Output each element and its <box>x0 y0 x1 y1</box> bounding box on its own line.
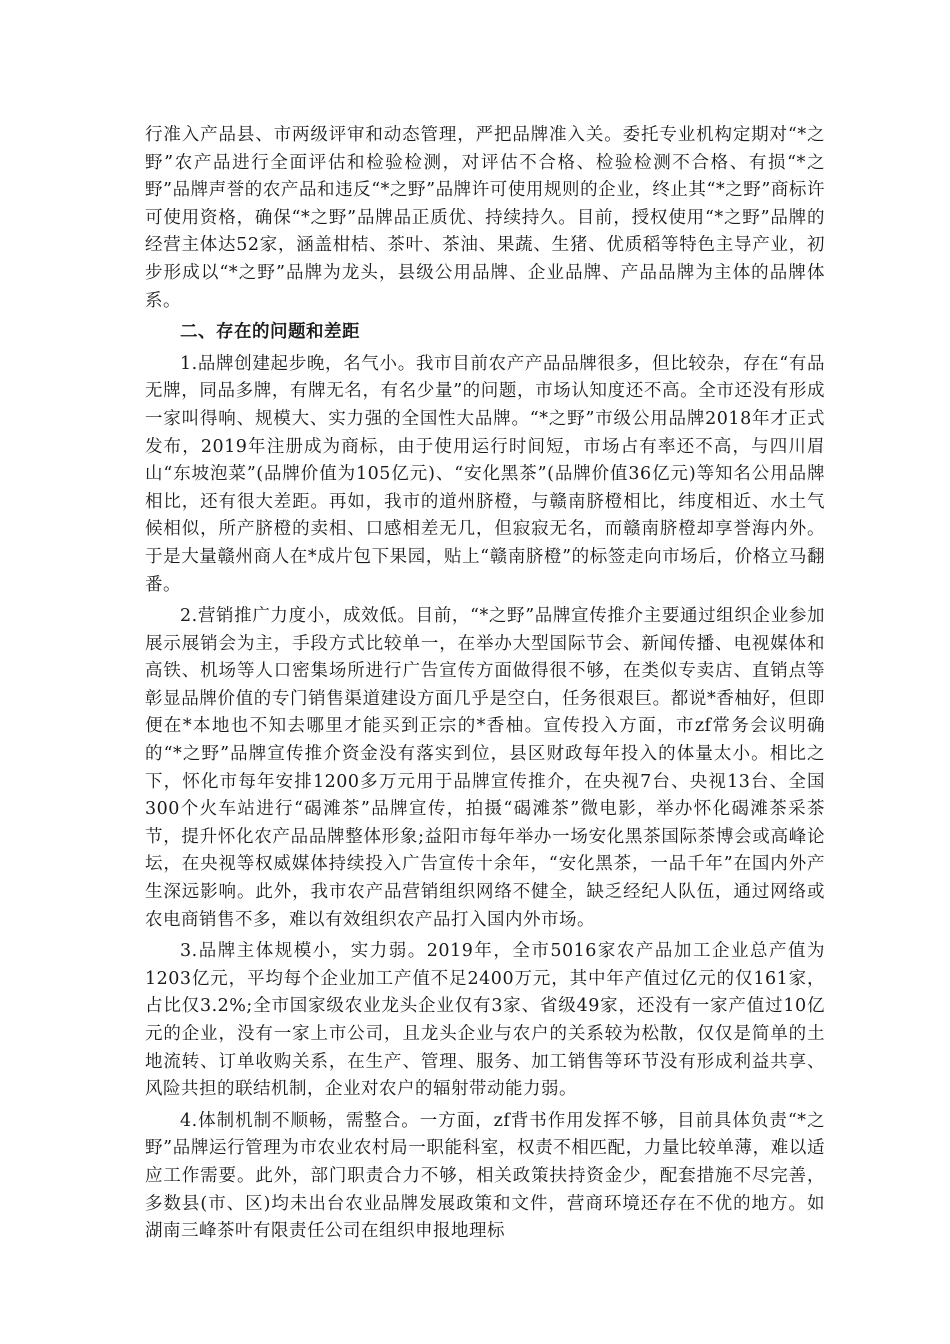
paragraph-marketing: 2.营销推广力度小，成效低。目前，“*之野”品牌宣传推介主要通过组织企业参加展示展销会为主，手段方式比较单一，在举办大型国际节会、新闻传播、电视媒体和高铁、机场等人口密集场所进行广告宣传方面做得很不够，在类似专卖店、直销点等彰显品牌价值的专门销售渠道建设方面几乎是空白，任务很艰巨。都说*香柚好，但即便在*本地也不知去哪里才能买到正宗的*香柚。宣传投入方面，市zf常务会议明确的“*之野”品牌宣传推介资金没有落实到位，县区财政每年投入的体量太小。相比之下，怀化市每年安排1200多万元用于品牌宣传推介，在央视7台、央视13台、全国300个火车站进行“碣滩茶”品牌宣传，拍摄“碣滩茶”微电影，举办怀化碣滩茶采茶节，提升怀化农产品品牌整体形象;益阳市每年举办一场安化黑茶国际茶博会或高峰论坛，在央视等权威媒体持续投入广告宣传十余年，“安化黑茶，一品千年”在国内外产生深远影响。此外，我市农产品营销组织网络不健全，缺乏经纪人队伍，通过网络或农电商销售不多，难以有效组织农产品打入国内外市场。 <box>145 606 825 930</box>
paragraph-brand-creation: 1.品牌创建起步晚，名气小。我市目前农产产品品牌很多，但比较杂，存在“有品无牌，同品多牌，有牌无名，有名少量”的问题，市场认知度还不高。全市还没有形成一家叫得响、规模大、实力强的全国性大品牌。“*之野”市级公用品牌2018年才正式发布，2019年注册成为商标，由于使用运行时间短，市场占有率还不高，与四川眉山“东坡泡菜”(品牌价值为105亿元)、“安化黑茶”(品牌价值36亿元)等知名公用品牌相比，还有很大差距。再如，我市的道州脐橙，与赣南脐橙相比，纬度相近、水土气候相似，所产脐橙的卖相、口感相差无几，但寂寂无名，而赣南脐橙却享誉海内外。于是大量赣州商人在*成片包下果园，贴上“赣南脐橙”的标签走向市场后，价格立马翻番。 <box>145 353 825 595</box>
section-heading: 二、存在的问题和差距 <box>180 322 360 343</box>
paragraph-continuation: 行准入产品县、市两级评审和动态管理，严把品牌准入关。委托专业机构定期对“*之野”农产品进行全面评估和检验检测，对评估不合格、检验检测不合格、有损“*之野”品牌声誉的农产品和违反“*之野”品牌许可使用规则的企业，终止其“*之野”商标许可使用资格，确保“*之野”品牌品正质优、持续持久。目前，授权使用“*之野”品牌的经营主体达52家，涵盖柑桔、茶叶、茶油、果蔬、生猪、优质稻等特色主导产业，初步形成以“*之野”品牌为龙头，县级公用品牌、企业品牌、产品品牌为主体的品牌体系。 <box>145 125 825 311</box>
document-body <box>145 122 825 1250</box>
paragraph-mechanism: 4.体制机制不顺畅，需整合。一方面，zf背书作用发挥不够，目前具体负责“*之野”品牌运行管理为市农业农村局一职能科室，权责不相匹配，力量比较单薄，难以适应工作需要。此外，部门职责合力不够，相关政策扶持资金少，配套措施不尽完善，多数县(市、区)均未出台农业品牌发展政策和文件，营商环境还存在不优的地方。如湖南三峰茶叶有限责任公司在组织申报地理标 <box>145 1110 825 1242</box>
paragraph-brand-scale: 3.品牌主体规模小，实力弱。2019年，全市5016家农产品加工企业总产值为1203亿元，平均每个企业加工产值不足2400万元，其中年产值过亿元的仅161家，占比仅3.2%;全市国家级农业龙头企业仅有3家、省级49家，还没有一家产值过10亿元的企业，没有一家上市公司，且龙头企业与农户的关系较为松散，仅仅是简单的土地流转、订单收购关系，在生产、管理、服务、加工销售等环节没有形成利益共享、风险共担的联结机制，企业对农户的辐射带动能力弱。 <box>145 941 825 1100</box>
